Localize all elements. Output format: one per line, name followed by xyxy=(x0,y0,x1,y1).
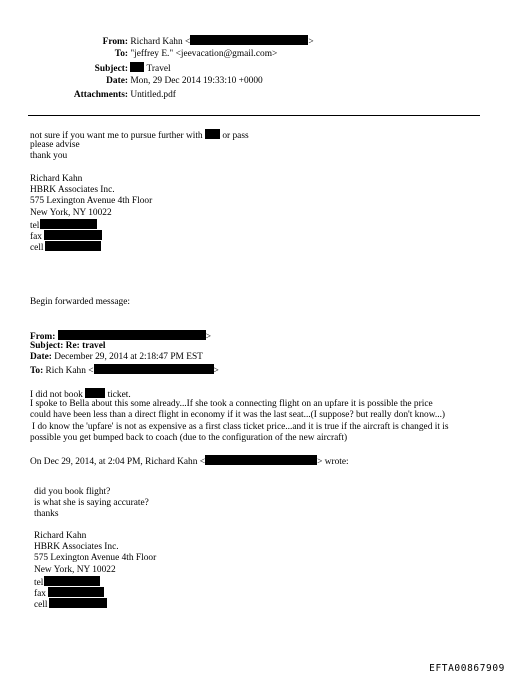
reply-line-3: could have been less than a direct flight in economy if it was the last seat...(I suppose? but really don't know...) xyxy=(30,410,446,421)
fwd-date-label: Date: xyxy=(30,352,52,363)
redaction-block xyxy=(45,241,101,251)
fwd-to-row xyxy=(30,364,219,375)
redaction-block xyxy=(44,230,102,240)
quoted-line-1: did you book flight? xyxy=(34,487,111,497)
sig1-cell xyxy=(30,241,152,252)
sig1-tel-label: tel xyxy=(30,220,40,231)
signature-1 xyxy=(30,174,152,252)
reply-line-1-post: ticket. xyxy=(107,390,131,400)
header-subject-label: Subject: xyxy=(94,64,128,74)
reply-line-5: possible you get bumped back to coach (due to the configuration of the new aircraft) xyxy=(30,432,348,443)
header-date-row xyxy=(30,76,263,87)
sig2-tel-label: tel xyxy=(34,577,44,588)
redaction-block xyxy=(130,62,144,72)
fwd-to-value: Rich Kahn < xyxy=(45,365,94,376)
sig2-fax-label: fax xyxy=(34,588,46,599)
quote-attrib-post: > wrote: xyxy=(317,457,349,467)
header-date-label: Date: xyxy=(106,76,128,86)
fwd-date-row xyxy=(30,352,219,363)
bates-number: EFTA00867909 xyxy=(429,663,505,674)
message-body xyxy=(30,129,249,163)
reply-line-4: I do know the 'upfare' is not as expensive as a first class ticket price...and it is true if the aircraft is changed it is xyxy=(32,421,449,432)
redaction-block xyxy=(190,35,308,45)
fwd-to-tail: > xyxy=(213,365,219,376)
quote-attrib-pre: On Dec 29, 2014, at 2:04 PM, Richard Kahn < xyxy=(30,457,206,467)
body-line-2: please advise xyxy=(30,140,80,151)
header-to-row xyxy=(30,49,277,60)
redaction-block xyxy=(44,576,100,586)
header-subject-value: Travel xyxy=(146,64,171,74)
sig2-address2: New York, NY 10022 xyxy=(34,564,116,575)
redaction-block xyxy=(85,388,105,398)
redaction-block xyxy=(58,330,206,340)
sig1-tel xyxy=(30,219,152,230)
sig1-company: HBRK Associates Inc. xyxy=(30,185,115,196)
redaction-block xyxy=(94,364,214,374)
redaction-block xyxy=(49,598,107,608)
header-attachments-label: Attachments: xyxy=(73,90,128,100)
reply-line-1-pre: I did not book xyxy=(30,390,83,400)
sig2-fax xyxy=(34,587,156,598)
forwarded-intro: Begin forwarded message: xyxy=(30,297,130,307)
fwd-subject: Subject: Re: travel xyxy=(30,341,106,352)
header-attachments-value[interactable]: Untitled.pdf xyxy=(130,90,176,100)
header-attachments-row xyxy=(30,90,176,101)
sig2-tel xyxy=(34,576,156,587)
header-from-label: From: xyxy=(102,37,128,47)
sig1-fax-label: fax xyxy=(30,231,42,242)
body-line-1-post: or pass xyxy=(222,131,249,141)
header-from-row xyxy=(30,35,314,48)
sig2-cell xyxy=(34,598,156,609)
fwd-from-row xyxy=(30,330,219,341)
header-to-value: "jeffrey E." <jeevacation@gmail.com> xyxy=(130,49,278,59)
quoted-body xyxy=(34,487,149,521)
sig1-address1: 575 Lexington Avenue 4th Floor xyxy=(30,196,153,207)
redaction-block xyxy=(40,219,97,229)
sig1-name: Richard Kahn xyxy=(30,174,83,184)
reply-body xyxy=(30,388,449,444)
fwd-from-label: From: xyxy=(30,332,56,342)
quote-attribution xyxy=(30,455,349,468)
header-divider xyxy=(28,115,480,116)
reply-line-2: I spoke to Bella about this some already...If she took a connecting flight on an upfare it is possible the price xyxy=(30,399,433,410)
redaction-block xyxy=(48,587,104,597)
header-from-value: Richard Kahn < xyxy=(130,37,191,47)
header-to-label: To: xyxy=(114,49,128,59)
body-line-1 xyxy=(30,129,249,140)
sig1-fax xyxy=(30,230,152,241)
header-from-tail: > xyxy=(308,37,314,47)
sig2-company: HBRK Associates Inc. xyxy=(34,542,119,553)
forwarded-header xyxy=(30,330,219,375)
sig2-name: Richard Kahn xyxy=(34,531,87,541)
body-line-3: thank you xyxy=(30,151,68,162)
fwd-date-value: December 29, 2014 at 2:18:47 PM EST xyxy=(54,352,203,363)
redaction-block xyxy=(205,129,220,139)
sig1-cell-label: cell xyxy=(30,243,44,254)
header-date-value: Mon, 29 Dec 2014 19:33:10 +0000 xyxy=(130,76,263,86)
header-subject-row xyxy=(30,62,171,75)
sig1-address2: New York, NY 10022 xyxy=(30,207,112,218)
redaction-block xyxy=(205,455,317,465)
sig2-address1: 575 Lexington Avenue 4th Floor xyxy=(34,553,157,564)
fwd-to-label: To: xyxy=(30,365,44,376)
signature-2 xyxy=(34,531,156,609)
body-line-1-pre: not sure if you want me to pursue further with xyxy=(30,131,203,141)
reply-line-1 xyxy=(30,388,449,399)
quoted-line-3: thanks xyxy=(34,509,59,520)
fwd-from-tail: > xyxy=(205,332,211,342)
sig2-cell-label: cell xyxy=(34,600,48,611)
quoted-line-2: is what she is saying accurate? xyxy=(34,498,149,509)
